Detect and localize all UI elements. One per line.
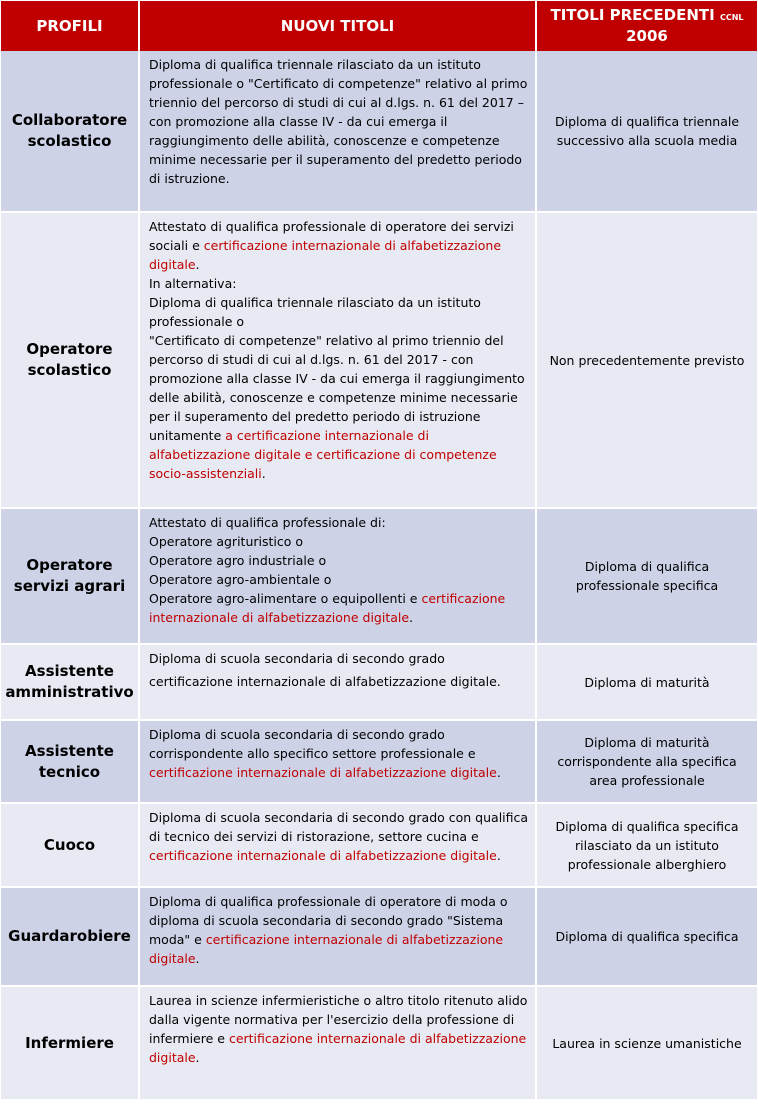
highlighted-requirement: a certificazione internazionale di alfabetizzazione digitale e certificazione di competenze socio-assistenziali <box>149 428 497 481</box>
new-titles-text: Diploma di qualifica professionale di operatore di moda o diploma di scuola secondaria di secondo grado "Sistema moda" e <box>149 894 508 947</box>
new-titles-text: Diploma di scuola secondaria di secondo grado corrispondente allo specifico settore professionale e <box>149 727 476 761</box>
profile-cell: Guardarobiere <box>1 887 139 986</box>
profile-cell: Operatore servizi agrari <box>1 508 139 644</box>
new-titles-cell <box>139 803 536 887</box>
new-titles-text: Operatore agro industriale o <box>149 553 327 568</box>
table-row <box>1 508 757 644</box>
new-titles-text: Operatore agro-alimentare o equipollenti e <box>149 591 422 606</box>
table-row <box>1 887 757 986</box>
previous-titles-cell: Diploma di maturità <box>536 644 757 720</box>
header-profiles: PROFILI <box>1 1 139 51</box>
header-previous-year: 2006 <box>626 27 668 45</box>
new-titles-text: Diploma di qualifica triennale rilasciato da un istituto professionale o "Certificato di competenze" relativo al primo triennio del percorso di studi di cui al d.lgs. n. 61 del 2017 – con promozione alla classe IV - da cui emerga il raggiungimento delle abilità, conoscenze e competenze minime necessarie per il superamento del predetto periodo di istruzione. <box>149 57 528 186</box>
new-titles-text: Operatore agrituristico o <box>149 534 304 549</box>
header-previous-ccnl: CCNL <box>719 13 744 22</box>
header-new-titles: NUOVI TITOLI <box>139 1 536 51</box>
table-row <box>1 803 757 887</box>
new-titles-text: "Certificato di competenze" relativo al primo triennio del percorso di studi di cui al d.lgs. n. 61 del 2017 - con promozione alla classe IV - da cui emerga il raggiungimento delle abilità, conoscenze e competenze minime necessarie per il superamento del predetto periodo di istruzione unitamente <box>149 333 525 443</box>
highlighted-requirement: certificazione internazionale di alfabetizzazione digitale <box>149 932 504 966</box>
table-header-row <box>1 1 757 51</box>
header-previous-titles <box>536 1 757 51</box>
new-titles-text: Diploma di qualifica triennale rilasciato da un istituto professionale o <box>149 295 481 329</box>
punctuation: . <box>409 610 414 625</box>
highlighted-requirement: certificazione internazionale di alfabetizzazione digitale <box>149 1031 527 1065</box>
table-row <box>1 212 757 508</box>
new-titles-text: Attestato di qualifica professionale di: <box>149 515 386 530</box>
punctuation: . <box>195 1050 200 1065</box>
highlighted-requirement: certificazione internazionale di alfabetizzazione digitale <box>149 238 502 272</box>
new-titles-cell <box>139 212 536 508</box>
table-row <box>1 720 757 803</box>
profile-cell: Collaboratore scolastico <box>1 51 139 212</box>
profile-cell: Infermiere <box>1 986 139 1100</box>
new-titles-cell <box>139 887 536 986</box>
previous-titles-cell: Diploma di qualifica professionale specifica <box>536 508 757 644</box>
new-titles-text: In alternativa: <box>149 276 237 291</box>
new-titles-text: Diploma di scuola secondaria di secondo grado con qualifica di tecnico dei servizi di ristorazione, settore cucina e <box>149 810 529 844</box>
highlighted-requirement: certificazione internazionale di alfabetizzazione digitale <box>149 591 506 625</box>
new-titles-text: Diploma di scuola secondaria di secondo grado <box>149 651 445 666</box>
highlighted-requirement: certificazione internazionale di alfabetizzazione digitale <box>149 765 497 780</box>
punctuation: . <box>496 848 501 863</box>
punctuation: . <box>261 466 266 481</box>
new-titles-cell <box>139 508 536 644</box>
new-titles-cell <box>139 986 536 1100</box>
previous-titles-cell: Non precedentemente previsto <box>536 212 757 508</box>
profile-cell: Cuoco <box>1 803 139 887</box>
new-titles-cell <box>139 720 536 803</box>
previous-titles-cell: Diploma di qualifica specifica <box>536 887 757 986</box>
new-titles-cell <box>139 51 536 212</box>
table-row <box>1 51 757 212</box>
table-row <box>1 986 757 1100</box>
profiles-table <box>1 1 757 1101</box>
previous-titles-cell: Diploma di qualifica triennale successivo alla scuola media <box>536 51 757 212</box>
header-previous-main: TITOLI PRECEDENTI <box>550 6 715 24</box>
previous-titles-cell: Laurea in scienze umanistiche <box>536 986 757 1100</box>
new-titles-text: Attestato di qualifica professionale di operatore dei servizi sociali e <box>149 219 514 253</box>
highlighted-requirement: certificazione internazionale di alfabetizzazione digitale <box>149 848 497 863</box>
punctuation: . <box>195 257 200 272</box>
previous-titles-cell: Diploma di maturità corrispondente alla specifica area professionale <box>536 720 757 803</box>
new-titles-text: certificazione internazionale di alfabetizzazione digitale. <box>149 674 501 689</box>
new-titles-cell <box>139 644 536 720</box>
profile-cell: Operatore scolastico <box>1 212 139 508</box>
table-row <box>1 644 757 720</box>
new-titles-text: Operatore agro-ambientale o <box>149 572 332 587</box>
profile-cell: Assistente tecnico <box>1 720 139 803</box>
profile-cell: Assistente amministrativo <box>1 644 139 720</box>
new-titles-text: Laurea in scienze infermieristiche o altro titolo ritenuto alido dalla vigente normativa per l'esercizio della professione di infermiere e <box>149 993 528 1046</box>
previous-titles-cell: Diploma di qualifica specifica rilasciato da un istituto professionale alberghiero <box>536 803 757 887</box>
punctuation: . <box>496 765 501 780</box>
punctuation: . <box>195 951 200 966</box>
